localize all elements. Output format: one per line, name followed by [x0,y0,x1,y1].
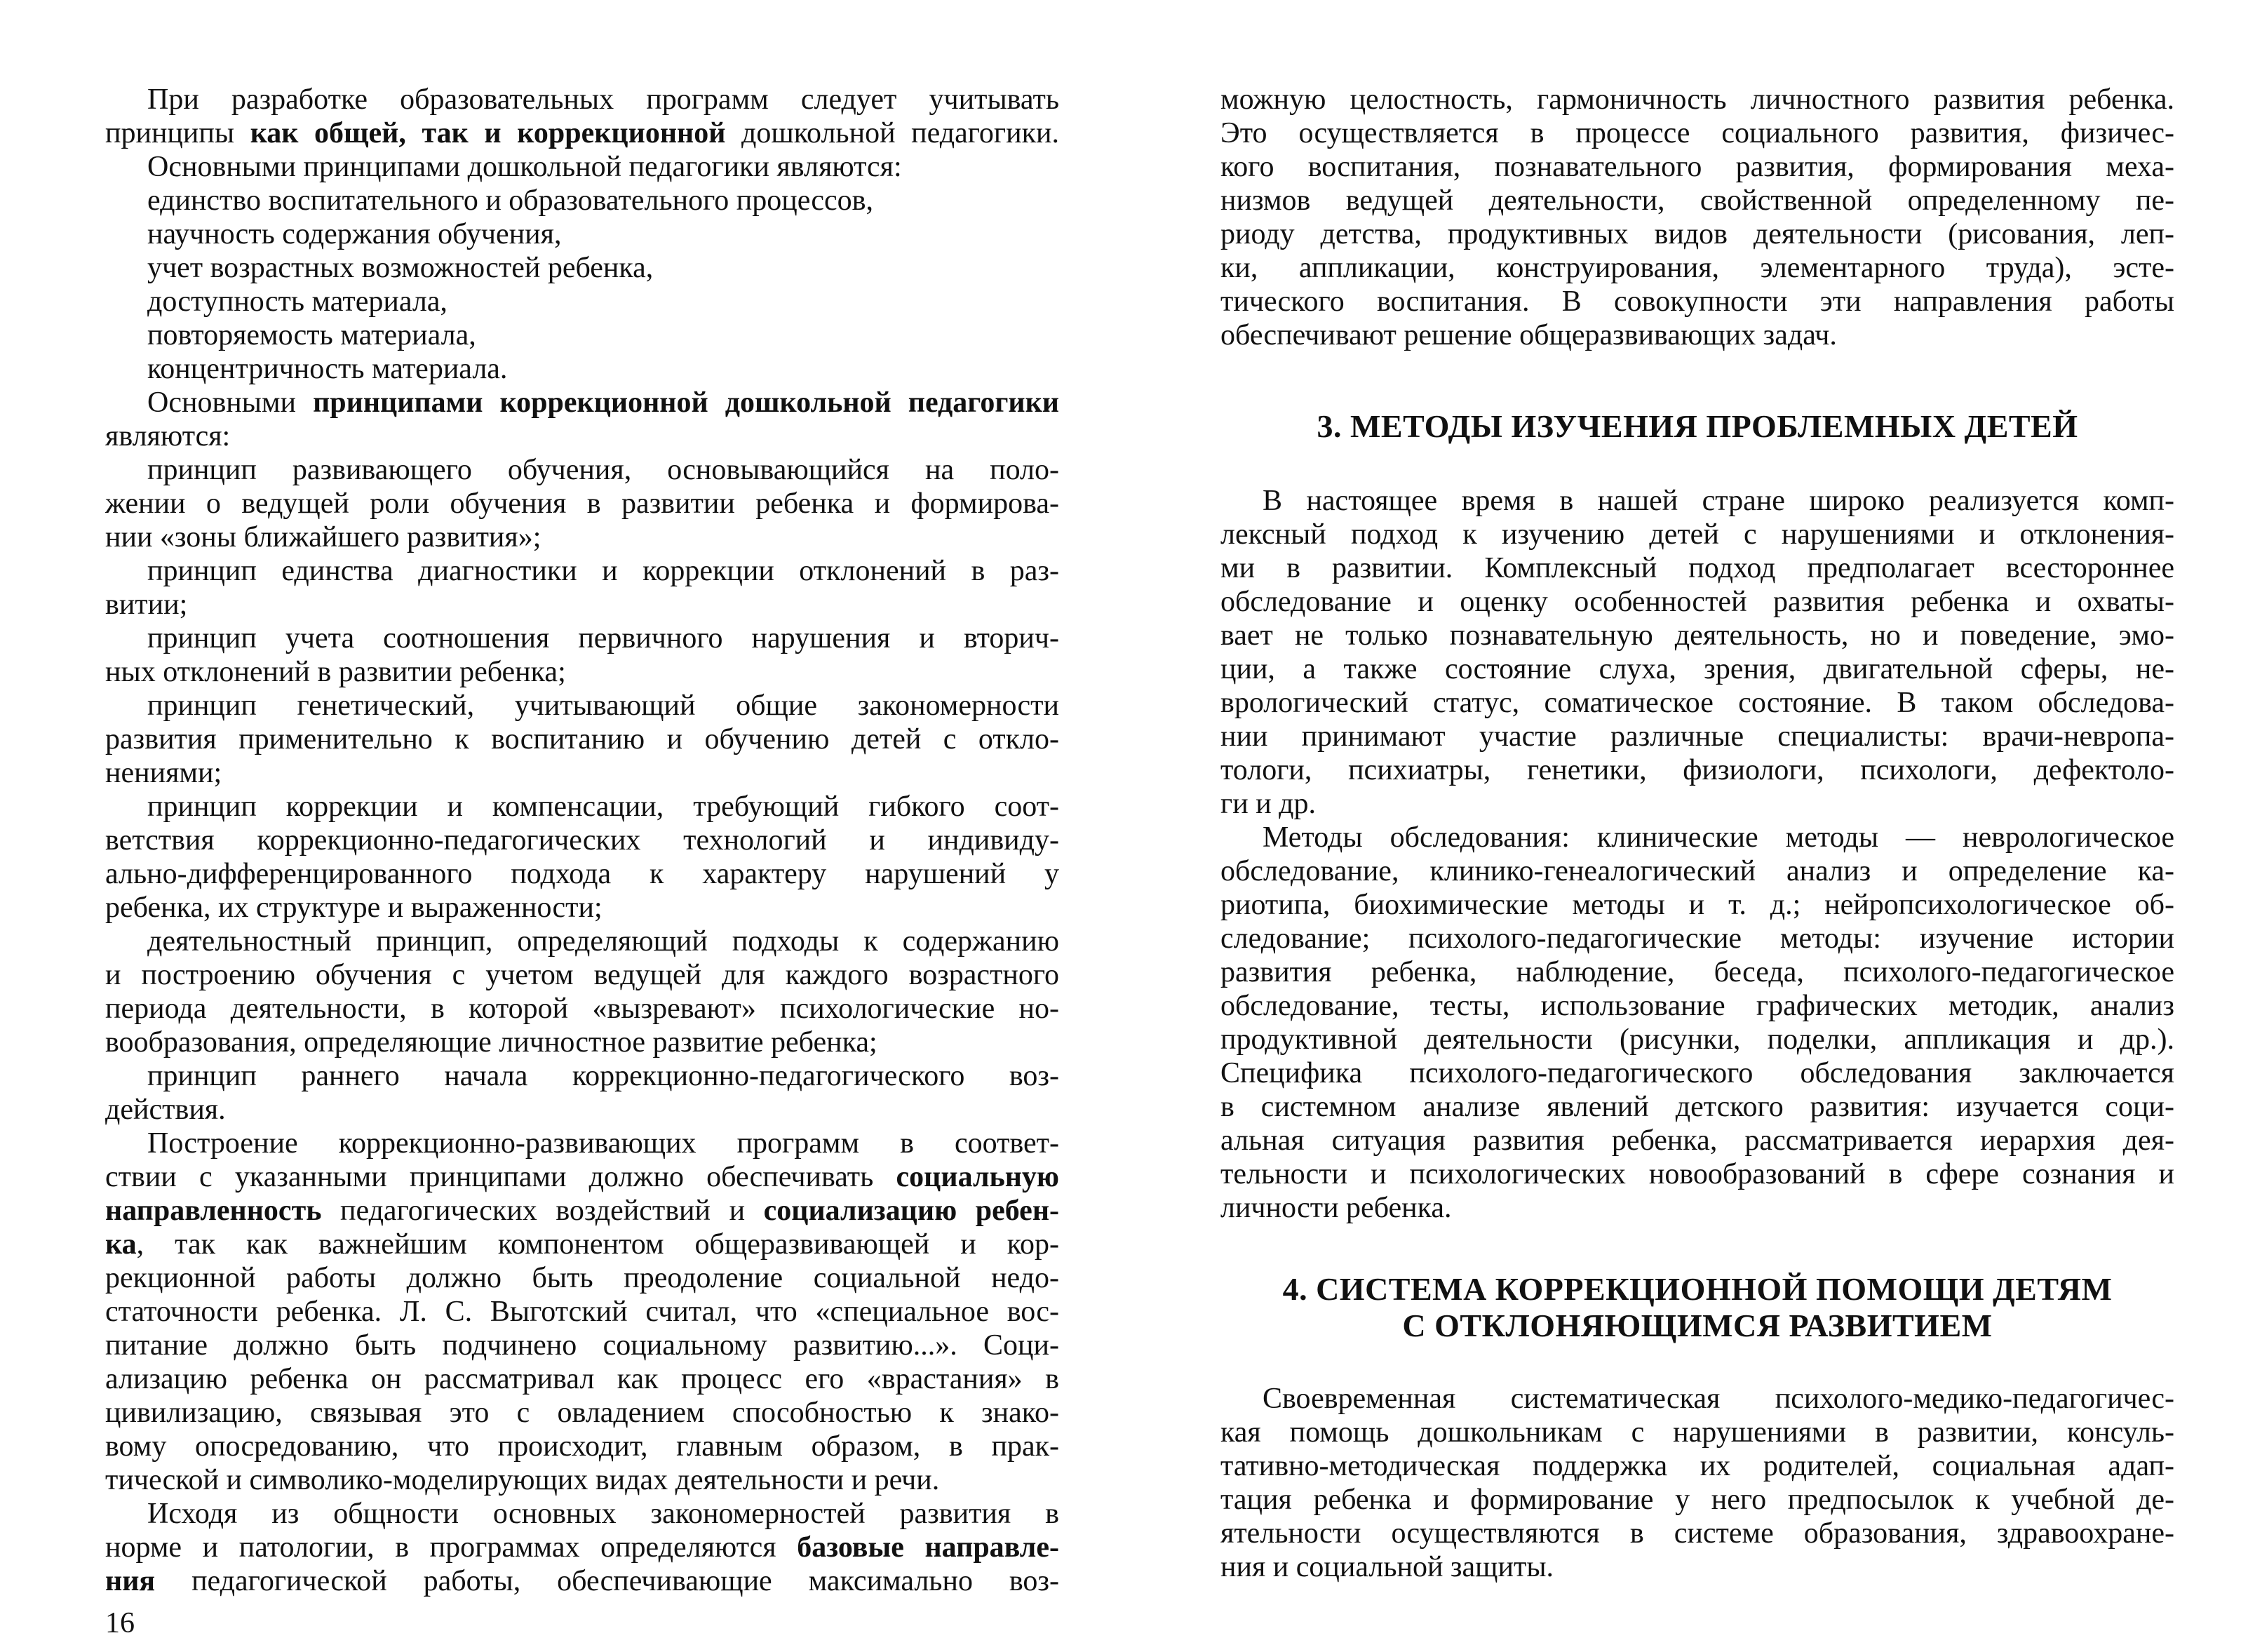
text-line: тация ребенка и формирование у него предпосылок к учебной де- [1220,1484,2174,1516]
bold-text: направленность [105,1195,322,1227]
text-line: риотипа, биохимические методы и т. д.; нейропсихологическое об- [1220,889,2174,921]
text-line [105,386,1059,419]
text-line: являются: [105,420,231,452]
list-item: концентричность материала. [147,353,508,385]
text-line: ятельности осуществляются в системе образования, здравоохране- [1220,1517,2174,1550]
list-item: научность содержания обучения, [147,218,562,250]
text-line: обследование, тесты, использование графических методик, анализ [1220,990,2174,1022]
left-page-text [105,83,1059,1598]
text-line [105,1228,1059,1261]
text-fragment: , так как важнейшим компонентом общеразвивающей и кор- [136,1228,1059,1261]
text-line: принцип коррекции и компенсации, требующий гибкого соот- [147,791,1059,823]
bold-text: как общей, так и коррекционной [250,117,726,149]
text-line: действия. [105,1094,226,1126]
text-fragment: принципы [105,117,235,149]
text-line: кого воспитания, познавательного развития, формирования меха- [1220,151,2174,183]
left-page [105,0,1059,1652]
list-item: повторяемость материала, [147,319,476,351]
text-line: продуктивной деятельности (рисунки, поделки, аппликация и др.). [1220,1023,2174,1056]
text-fragment: Основными [147,387,297,419]
text-fragment: педагогической работы, обеспечивающие максимально воз- [191,1565,1059,1597]
text-line: Исходя из общности основных закономерностей развития в [147,1498,1059,1530]
bold-text: принципами коррекционной дошкольной педагогики [313,387,1060,419]
section-heading-line-2: С ОТКЛОНЯЮЩИМСЯ РАЗВИТИЕМ [1402,1308,1993,1343]
section-3-text [1220,484,2174,1225]
bold-text: ния [105,1565,156,1597]
text-line: принцип учета соотношения первичного нарушения и вторич- [147,622,1059,654]
text-line: альная ситуация развития ребенка, рассматривается иерархия дея- [1220,1124,2174,1157]
text-line: ально-дифференцированного подхода к характеру нарушений у [105,858,1059,890]
text-line: ализацию ребенка он рассматривал как процесс его «врастания» в [105,1363,1059,1395]
bold-text: социализацию ребен- [763,1195,1060,1227]
page-number: 16 [105,1607,135,1639]
text-line: питание должно быть подчинено социальному развитию...». Соци- [105,1329,1059,1362]
text-line: Это осуществляется в процессе социального развития, физичес- [1220,117,2174,149]
text-line: обеспечивают решение общеразвивающих задач. [1220,319,1837,351]
text-line: тологи, психиатры, генетики, физиологи, психологи, дефектоло- [1220,754,2174,786]
text-line: тического воспитания. В совокупности эти направления работы [1220,286,2174,318]
text-line: принцип развивающего обучения, основывающийся на поло- [147,454,1059,486]
text-fragment: ствии с указанными принципами должно обеспечивать [105,1161,874,1193]
text-line: ребенка, их структуре и выраженности; [105,892,603,924]
text-line [105,1564,1059,1598]
text-line [105,1160,1059,1194]
text-line [105,1194,1059,1228]
section-4 [1220,1271,2174,1344]
text-line: нии принимают участие различные специалисты: врачи-невропа- [1220,720,2174,753]
intro-paragraph [1220,83,2174,352]
list-item: доступность материала, [147,286,447,318]
text-line: тативно-методическая поддержка их родителей, социальная адап- [1220,1450,2174,1482]
text-line: обследование и оценку особенностей развития ребенка и охваты- [1220,586,2174,618]
text-line: можную целостность, гармоничность личностного развития ребенка. [1220,83,2174,116]
text-line: вому опосредованию, что происходит, главным образом, в прак- [105,1430,1059,1463]
text-line: личности ребенка. [1220,1192,1452,1224]
text-line: кая помощь дошкольникам с нарушениями в развитии, консуль- [1220,1416,2174,1449]
text-line: ных отклонений в развитии ребенка; [105,656,566,688]
text-line [105,116,1059,150]
text-line: тической и символико-моделирующих видах деятельности и речи. [105,1464,940,1496]
text-fragment: дошкольной педагогики. [741,117,1059,149]
bold-text: социальную [896,1161,1060,1193]
text-line: низмов ведущей деятельности, свойственной определенному пе- [1220,184,2174,217]
text-line: развития ребенка, наблюдение, беседа, психолого-педагогическое [1220,956,2174,988]
text-line: периода деятельности, в которой «вызревают» психологические но- [105,993,1059,1025]
text-line: ки, аппликации, конструирования, элементарного труда), эсте- [1220,252,2174,284]
text-line: В настоящее время в нашей стране широко реализуется комп- [1263,485,2174,517]
text-line: ния и социальной защиты. [1220,1551,1554,1583]
text-line: нениями; [105,757,222,789]
section-heading-line-1: 4. СИСТЕМА КОРРЕКЦИОННОЙ ПОМОЩИ ДЕТЯМ [1282,1271,2113,1307]
text-line: цивилизацию, связывая это с овладением способностью к знако- [105,1397,1059,1429]
text-line: принцип раннего начала коррекционно-педагогического воз- [147,1060,1059,1092]
text-line: обследование, клинико-генеалогический анализ и определение ка- [1220,855,2174,887]
text-line: риоду детства, продуктивных видов деятельности (рисования, леп- [1220,218,2174,250]
bold-text: ка [105,1228,137,1261]
text-line: Специфика психолого-педагогического обследования заключается [1220,1057,2174,1089]
text-line [105,1531,1059,1564]
section-4-text [1220,1382,2174,1584]
text-line: врологический статус, соматическое состояние. В таком обследова- [1220,687,2174,719]
text-line: рекционной работы должно быть преодоление социальной недо- [105,1262,1059,1294]
text-line: лексный подход к изучению детей с нарушениями и отклонения- [1220,518,2174,551]
text-line: вообразования, определяющие личностное развитие ребенка; [105,1026,877,1059]
text-line: При разработке образовательных программ следует учитывать [147,83,1059,116]
text-line: принцип единства диагностики и коррекции отклонений в раз- [147,555,1059,587]
text-fragment: норме и патологии, в программах определяются [105,1531,776,1564]
text-line: ми в развитии. Комплексный подход предполагает всестороннее [1220,552,2174,584]
text-line: развития применительно к воспитанию и обучению детей с откло- [105,723,1059,756]
text-line: Основными принципами дошкольной педагогики являются: [147,151,902,183]
section-heading: 3. МЕТОДЫ ИЗУЧЕНИЯ ПРОБЛЕМНЫХ ДЕТЕЙ [1317,408,2078,444]
text-line: Методы обследования: клинические методы — неврологическое [1263,821,2174,854]
text-line: вает не только познавательную деятельность, но и поведение, эмо- [1220,619,2174,652]
text-line: нии «зоны ближайшего развития»; [105,521,541,553]
text-line: витии; [105,589,188,621]
text-line: в системном анализе явлений детского развития: изучается соци- [1220,1091,2174,1123]
text-line: и построению обучения с учетом ведущей для каждого возрастного [105,959,1059,991]
bold-text: базовые направле- [797,1531,1059,1564]
text-line: принцип генетический, учитывающий общие закономерности [147,690,1059,722]
text-line: Построение коррекционно-развивающих программ в соответ- [147,1127,1059,1160]
text-fragment: педагогических воздействий и [340,1195,746,1227]
text-line: статочности ребенка. Л. С. Выготский считал, что «специальное вос- [105,1296,1059,1328]
text-line: тельности и психологических новообразований в сфере сознания и [1220,1158,2174,1190]
right-page [1220,0,2174,1652]
text-line: деятельностный принцип, определяющий подходы к содержанию [147,925,1059,958]
text-line: жении о ведущей роли обучения в развитии ребенка и формирова- [105,488,1059,520]
text-line: ги и др. [1220,788,1317,820]
text-line: следование; психолого-педагогические методы: изучение истории [1220,922,2174,955]
text-line: ветствия коррекционно-педагогических технологий и индивиду- [105,824,1059,857]
list-item: учет возрастных возможностей ребенка, [147,252,654,284]
list-item: единство воспитательного и образовательного процессов, [147,184,874,217]
section-3 [1220,408,2174,445]
text-line: ции, а также состояние слуха, зрения, двигательной сферы, не- [1220,653,2174,685]
text-line: Своевременная систематическая психолого-медико-педагогичес- [1263,1383,2174,1415]
